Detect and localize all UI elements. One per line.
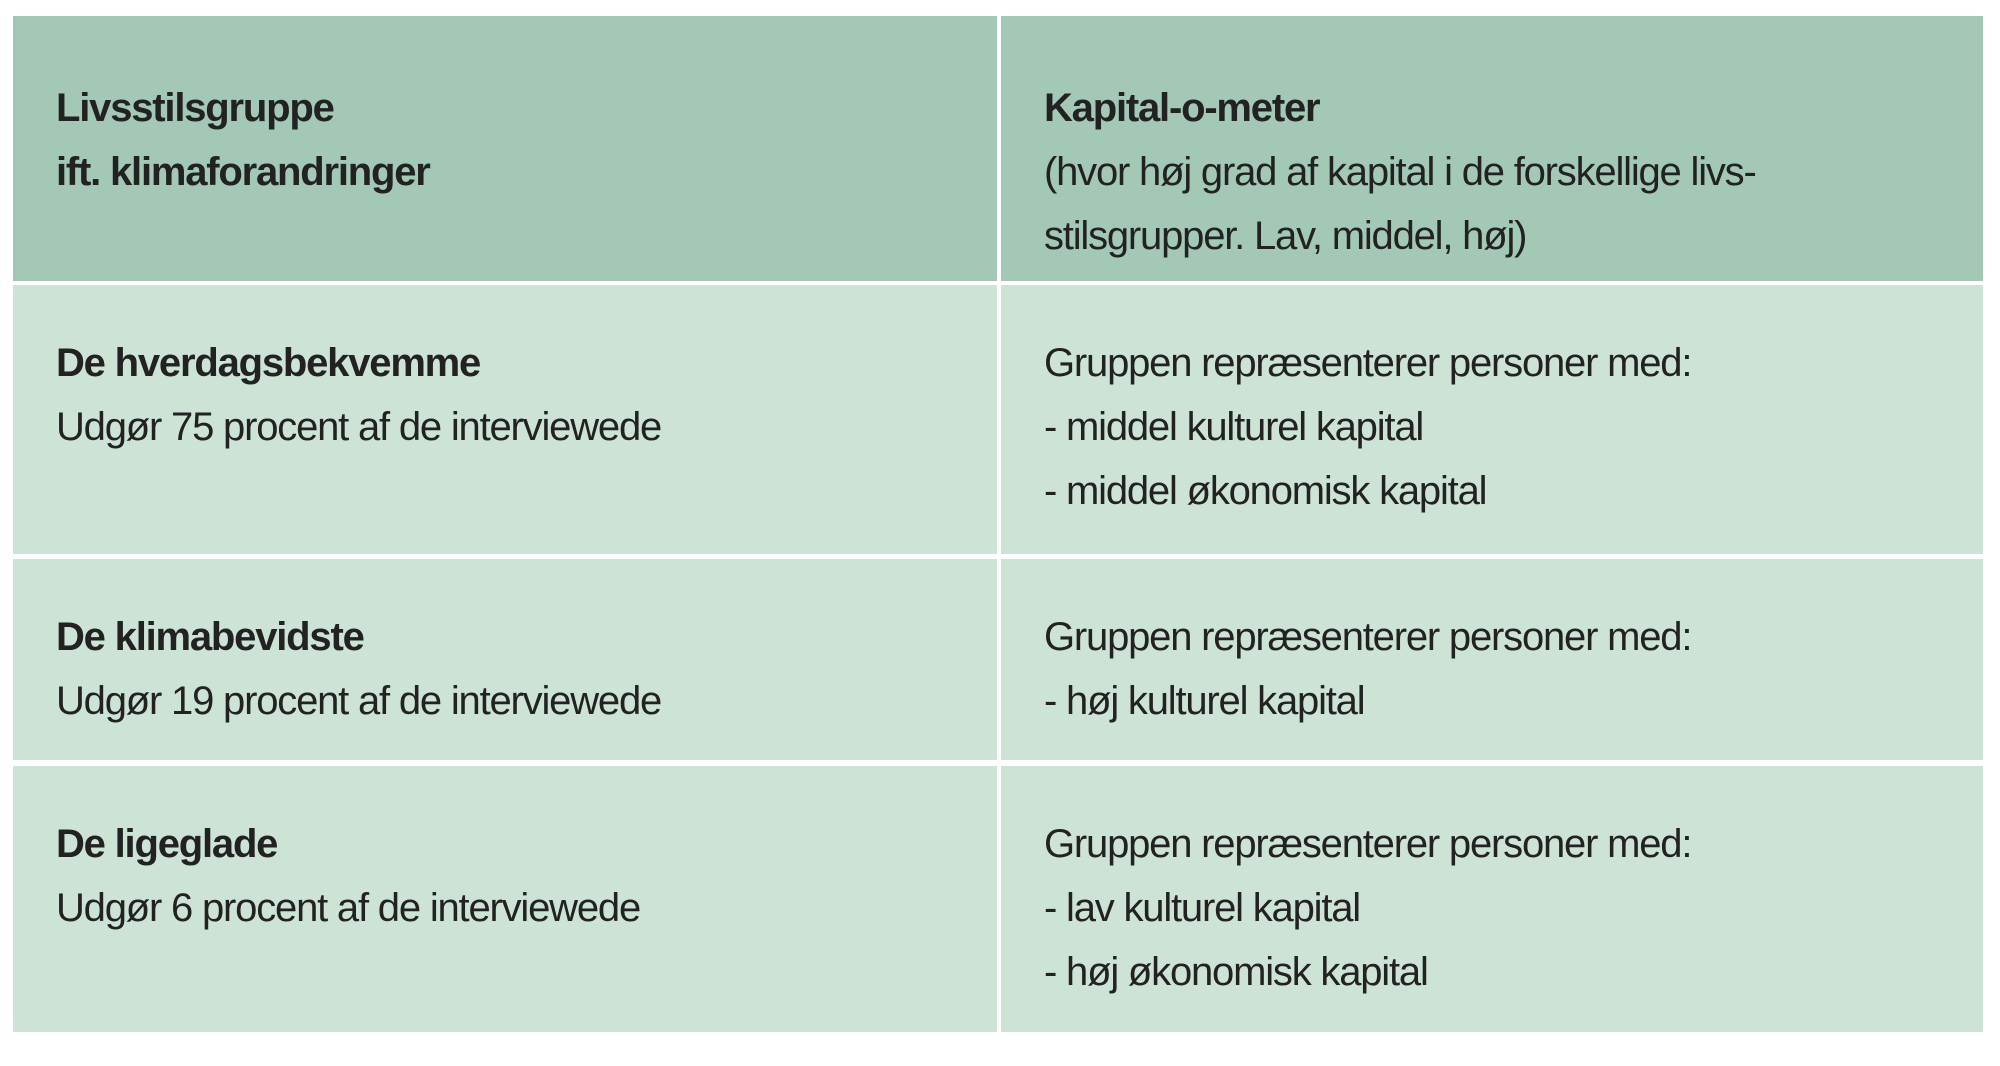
- capital-item: - lav kulturel kapital: [1044, 886, 1360, 930]
- header-label: ift. klimaforandringer: [56, 150, 430, 194]
- group-name: De hverdagsbekvemme: [56, 341, 481, 385]
- group-name: De klimabevidste: [56, 615, 364, 659]
- row-group-cell: [13, 559, 997, 760]
- group-share: Udgør 75 procent af de interviewede: [56, 405, 662, 449]
- header-subtitle: stilsgrupper. Lav, middel, høj): [1044, 214, 1527, 258]
- capital-intro: Gruppen repræsenterer personer med:: [1044, 822, 1692, 866]
- capital-item: - høj kulturel kapital: [1044, 679, 1365, 723]
- header-cell-group: [13, 16, 997, 281]
- capital-intro: Gruppen repræsenterer personer med:: [1044, 341, 1692, 385]
- row-capital-cell: [1001, 285, 1983, 554]
- row-capital-cell: [1001, 559, 1983, 760]
- header-label: Livsstilsgruppe: [56, 86, 334, 130]
- group-name: De ligeglade: [56, 822, 278, 866]
- header-subtitle: (hvor høj grad af kapital i de forskellige livs-: [1044, 150, 1756, 194]
- header-title: Kapital-o-meter: [1044, 86, 1320, 130]
- header-cell-capital: [1001, 16, 1983, 281]
- group-share: Udgør 6 procent af de interviewede: [56, 886, 640, 930]
- row-capital-cell: [1001, 766, 1983, 1032]
- capital-item: - middel kulturel kapital: [1044, 405, 1424, 449]
- group-share: Udgør 19 procent af de interviewede: [56, 679, 662, 723]
- capital-intro: Gruppen repræsenterer personer med:: [1044, 615, 1692, 659]
- capital-item: - høj økonomisk kapital: [1044, 950, 1428, 994]
- row-group-cell: [13, 285, 997, 554]
- capital-item: - middel økonomisk kapital: [1044, 469, 1487, 513]
- row-group-cell: [13, 766, 997, 1032]
